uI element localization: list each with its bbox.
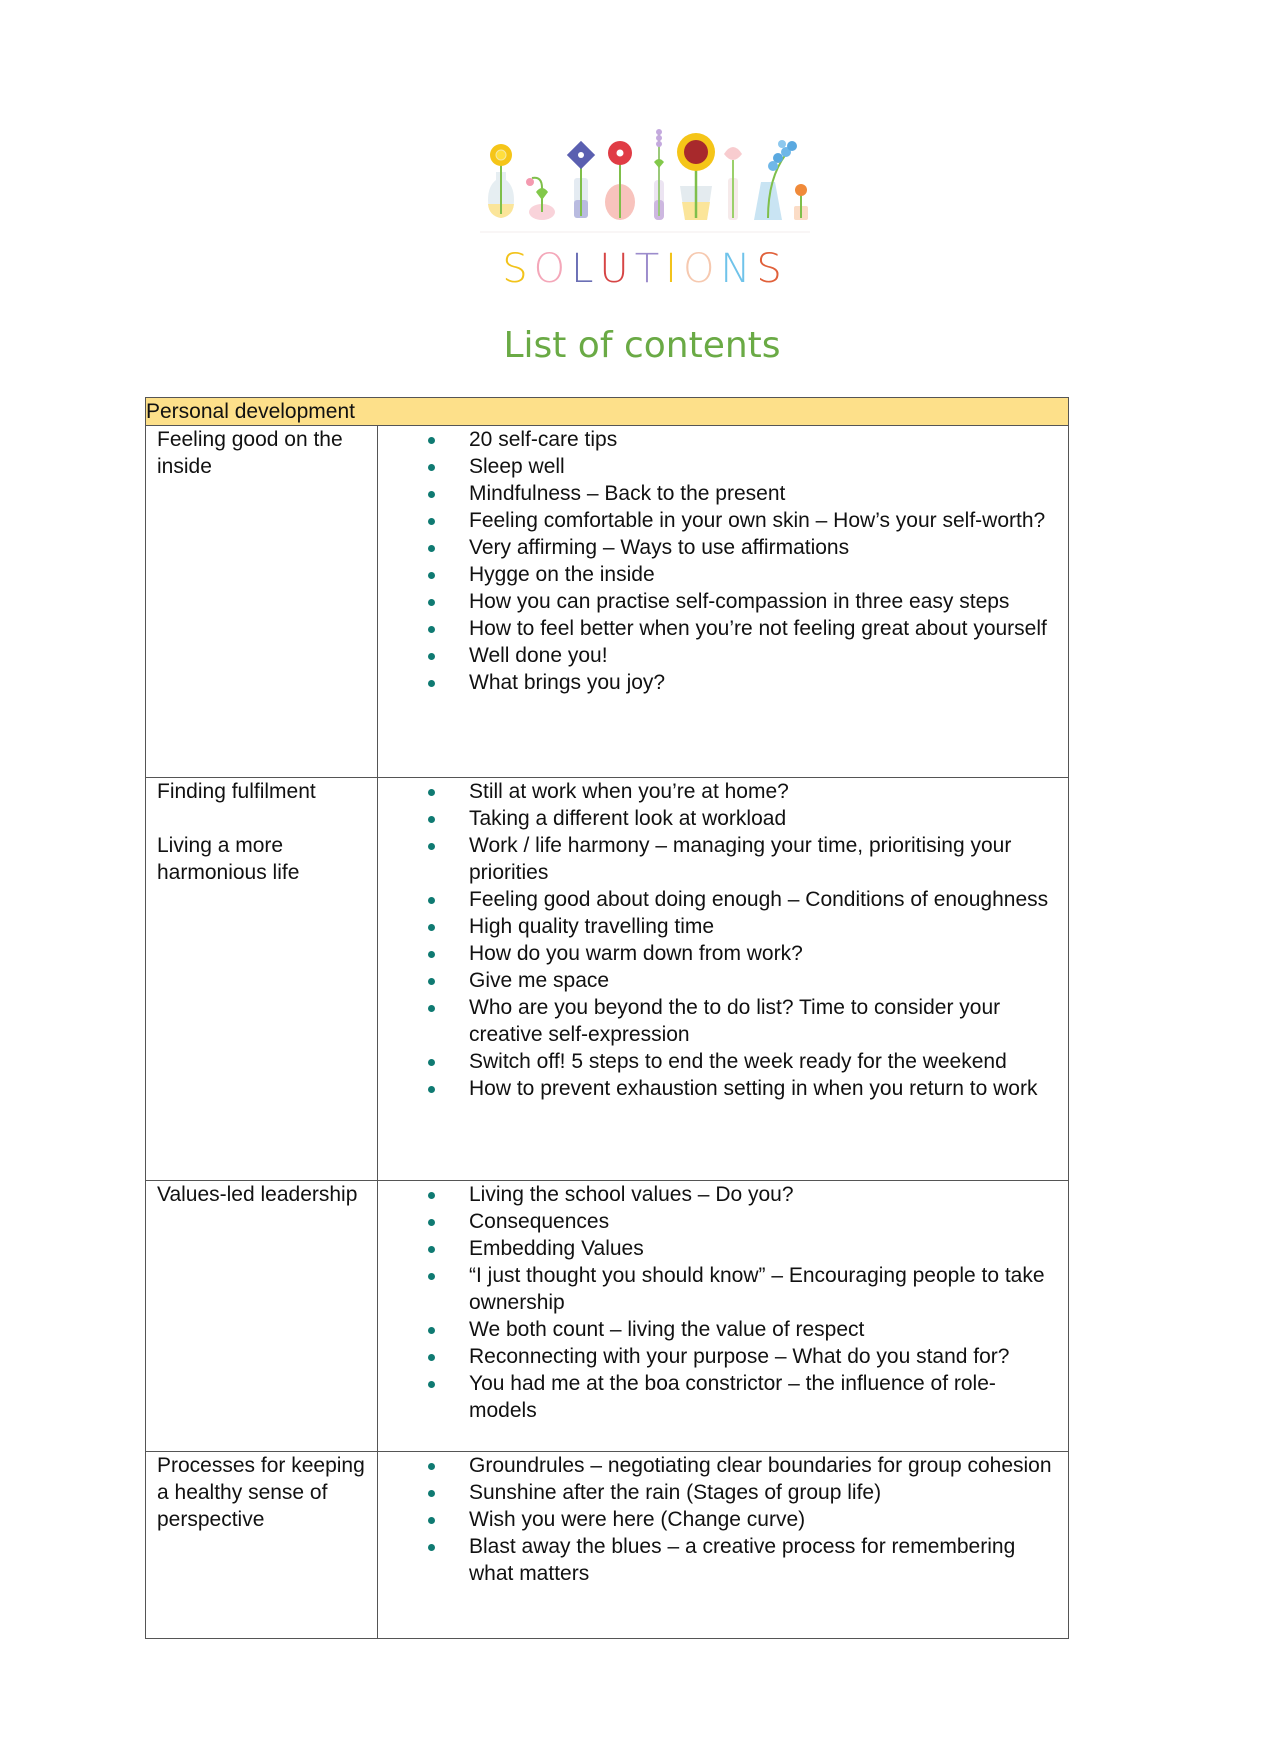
table-row bbox=[146, 778, 1069, 1181]
list-item: Taking a different look at workload bbox=[378, 805, 1068, 832]
list-item: Reconnecting with your purpose – What do you stand for? bbox=[378, 1343, 1068, 1370]
list-item: Who are you beyond the to do list? Time to consider your creative self-expression bbox=[378, 994, 1068, 1048]
table-row bbox=[146, 1181, 1069, 1452]
list-item: We both count – living the value of respect bbox=[378, 1316, 1068, 1343]
item-list bbox=[378, 426, 1068, 696]
row-items bbox=[378, 1452, 1069, 1639]
row-label-text: Values-led leadership bbox=[157, 1183, 358, 1206]
solutions-logo bbox=[480, 128, 810, 298]
list-item: Sunshine after the rain (Stages of group life) bbox=[378, 1479, 1068, 1506]
list-item: High quality travelling time bbox=[378, 913, 1068, 940]
row-label-text: Feeling good on the inside bbox=[157, 428, 343, 478]
list-item: Still at work when you’re at home? bbox=[378, 778, 1068, 805]
flower-vases-icon bbox=[480, 128, 810, 238]
row-items bbox=[378, 778, 1069, 1181]
table-header-row bbox=[146, 398, 1069, 426]
wordmark-letter: S bbox=[756, 246, 788, 292]
list-item: Groundrules – negotiating clear boundaries for group cohesion bbox=[378, 1452, 1068, 1479]
wordmark-letter: N bbox=[720, 246, 757, 292]
solutions-wordmark bbox=[480, 246, 810, 292]
page-title: List of contents bbox=[503, 325, 781, 366]
list-item: Sleep well bbox=[378, 453, 1068, 480]
wordmark-letter: O bbox=[533, 246, 572, 292]
list-item: How to prevent exhaustion setting in when you return to work bbox=[378, 1075, 1068, 1102]
list-item: Wish you were here (Change curve) bbox=[378, 1506, 1068, 1533]
wordmark-letter: L bbox=[571, 246, 600, 292]
list-item: 20 self-care tips bbox=[378, 426, 1068, 453]
list-item: Mindfulness – Back to the present bbox=[378, 480, 1068, 507]
list-item: “I just thought you should know” – Encouraging people to take ownership bbox=[378, 1262, 1068, 1316]
list-item: Well done you! bbox=[378, 642, 1068, 669]
wordmark-letter: O bbox=[682, 246, 721, 292]
list-item: Consequences bbox=[378, 1208, 1068, 1235]
wordmark-letter: S bbox=[502, 246, 534, 292]
list-item: Switch off! 5 steps to end the week ready for the weekend bbox=[378, 1048, 1068, 1075]
list-item: What brings you joy? bbox=[378, 669, 1068, 696]
list-item: Feeling comfortable in your own skin – How’s your self-worth? bbox=[378, 507, 1068, 534]
item-list bbox=[378, 1452, 1068, 1587]
list-item: How to feel better when you’re not feeling great about yourself bbox=[378, 615, 1068, 642]
row-label bbox=[146, 1452, 378, 1639]
list-item: Living the school values – Do you? bbox=[378, 1181, 1068, 1208]
row-label bbox=[146, 778, 378, 1181]
list-item: How you can practise self-compassion in three easy steps bbox=[378, 588, 1068, 615]
wordmark-letter: T bbox=[634, 246, 666, 292]
row-items bbox=[378, 1181, 1069, 1452]
item-list bbox=[378, 778, 1068, 1102]
item-list bbox=[378, 1181, 1068, 1424]
row-label bbox=[146, 1181, 378, 1452]
row-label-text: Finding fulfilment bbox=[157, 780, 316, 803]
list-item: Give me space bbox=[378, 967, 1068, 994]
list-item: Embedding Values bbox=[378, 1235, 1068, 1262]
list-item: Hygge on the inside bbox=[378, 561, 1068, 588]
contents-table bbox=[145, 397, 1069, 1639]
list-item: Feeling good about doing enough – Conditions of enoughness bbox=[378, 886, 1068, 913]
wordmark-letter: I bbox=[665, 246, 683, 292]
table-row bbox=[146, 426, 1069, 778]
row-label-text: Processes for keeping a healthy sense of perspective bbox=[157, 1454, 365, 1531]
list-item: You had me at the boa constrictor – the influence of role-models bbox=[378, 1370, 1068, 1424]
wordmark-letter: U bbox=[599, 246, 635, 292]
list-item: How do you warm down from work? bbox=[378, 940, 1068, 967]
list-item: Work / life harmony – managing your time, prioritising your priorities bbox=[378, 832, 1068, 886]
row-items bbox=[378, 426, 1069, 778]
table-row bbox=[146, 1452, 1069, 1639]
row-label bbox=[146, 426, 378, 778]
row-label-text: Living a more harmonious life bbox=[157, 834, 300, 884]
section-header: Personal development bbox=[146, 398, 1069, 426]
list-item: Very affirming – Ways to use affirmations bbox=[378, 534, 1068, 561]
list-item: Blast away the blues – a creative process for remembering what matters bbox=[378, 1533, 1068, 1587]
